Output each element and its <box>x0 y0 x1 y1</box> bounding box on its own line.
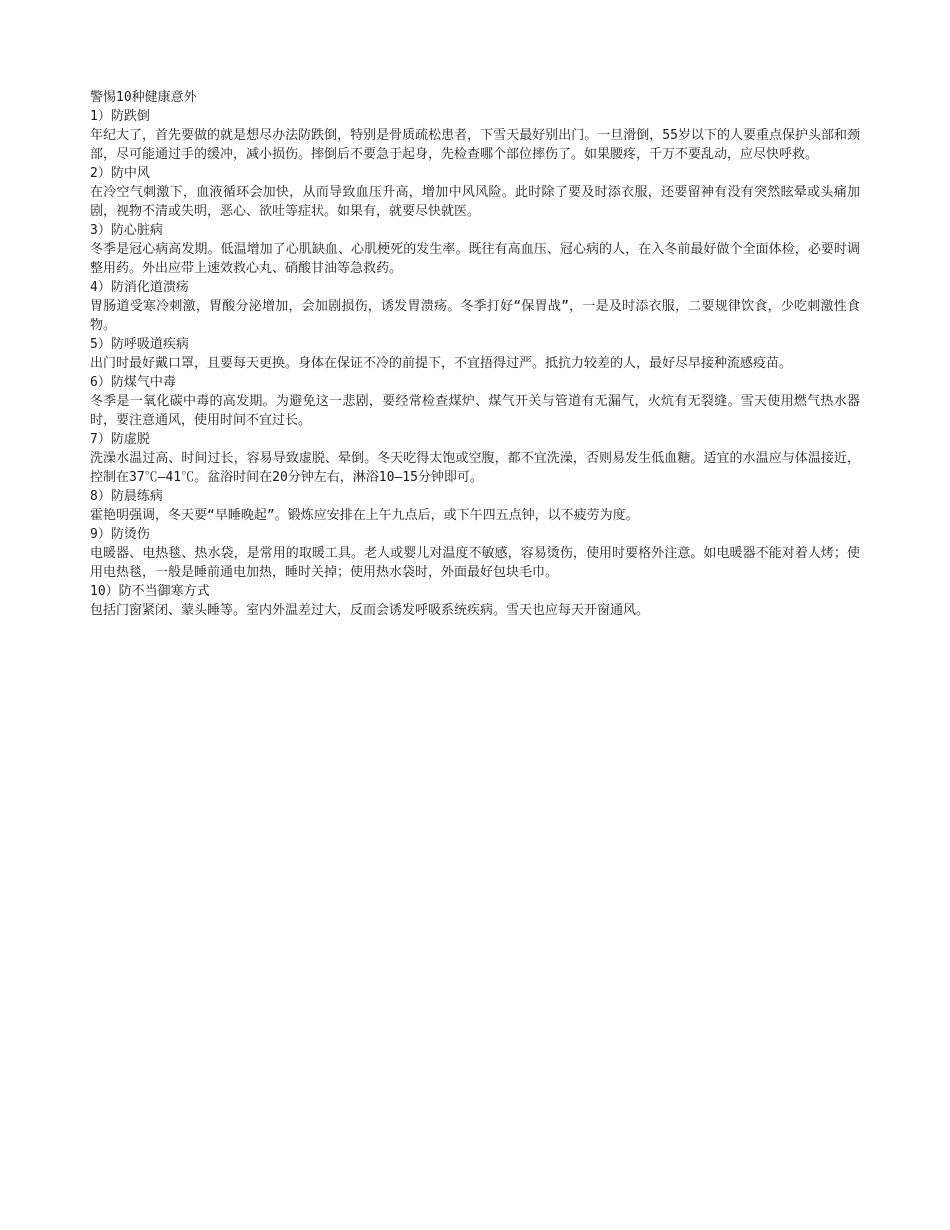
section-7 <box>90 430 860 487</box>
section-body: 洗澡水温过高、时间过长，容易导致虚脱、晕倒。冬天吃得太饱或空腹，都不宜洗澡，否则易发生低血糖。适宜的水温应与体温接近，控制在37℃—41℃。盆浴时间在20分钟左右，淋浴10—15分钟即可。 <box>90 451 860 485</box>
section-8 <box>90 487 860 525</box>
section-heading: 4）防消化道溃疡 <box>90 280 189 295</box>
section-heading: 7）防虚脱 <box>90 432 150 447</box>
document-body <box>90 88 860 620</box>
section-heading: 3）防心脏病 <box>90 223 163 238</box>
section-heading: 5）防呼吸道疾病 <box>90 337 189 352</box>
section-body: 冬季是冠心病高发期。低温增加了心肌缺血、心肌梗死的发生率。既往有高血压、冠心病的人，在入冬前最好做个全面体检，必要时调整用药。外出应带上速效救心丸、硝酸甘油等急救药。 <box>90 242 860 276</box>
section-4 <box>90 278 860 335</box>
section-body: 出门时最好戴口罩，且要每天更换。身体在保证不冷的前提下，不宜捂得过严。抵抗力较差的人，最好尽早接种流感疫苗。 <box>90 356 793 371</box>
section-body: 年纪大了，首先要做的就是想尽办法防跌倒，特别是骨质疏松患者，下雪天最好别出门。一旦滑倒，55岁以下的人要重点保护头部和颈部，尽可能通过手的缓冲，减小损伤。摔倒后不要急于起身，先检查哪个部位摔伤了。如果腰疼，千万不要乱动，应尽快呼救。 <box>90 128 860 162</box>
section-body: 胃肠道受寒冷刺激，胃酸分泌增加，会加剧损伤，诱发胃溃疡。冬季打好“保胃战”，一是及时添衣服，二要规律饮食，少吃刺激性食物。 <box>90 299 860 333</box>
section-heading: 10）防不当御寒方式 <box>90 584 210 599</box>
section-9 <box>90 525 860 582</box>
section-5 <box>90 335 860 373</box>
section-body: 在冷空气刺激下，血液循环会加快，从而导致血压升高，增加中风风险。此时除了要及时添衣服，还要留神有没有突然眩晕或头痛加剧，视物不清或失明，恶心、欲吐等症状。如果有，就要尽快就医。 <box>90 185 860 219</box>
section-body: 冬季是一氧化碳中毒的高发期。为避免这一悲剧，要经常检查煤炉、煤气开关与管道有无漏气，火炕有无裂缝。雪天使用燃气热水器时，要注意通风，使用时间不宜过长。 <box>90 394 860 428</box>
section-10 <box>90 582 860 620</box>
section-3 <box>90 221 860 278</box>
section-6 <box>90 373 860 430</box>
section-body: 霍艳明强调，冬天要“早睡晚起”。锻炼应安排在上午九点后，或下午四五点钟，以不疲劳为度。 <box>90 508 639 523</box>
section-heading: 9）防烫伤 <box>90 527 150 542</box>
section-body: 电暖器、电热毯、热水袋，是常用的取暖工具。老人或婴儿对温度不敏感，容易烫伤，使用时要格外注意。如电暖器不能对着人烤；使用电热毯，一般是睡前通电加热，睡时关掉；使用热水袋时，外面最好包块毛巾。 <box>90 546 860 580</box>
section-heading: 8）防晨练病 <box>90 489 163 504</box>
section-body: 包括门窗紧闭、蒙头睡等。室内外温差过大，反而会诱发呼吸系统疾病。雪天也应每天开窗通风。 <box>90 603 650 618</box>
section-2 <box>90 164 860 221</box>
section-heading: 1）防跌倒 <box>90 109 150 124</box>
section-heading: 6）防煤气中毒 <box>90 375 176 390</box>
page-title: 警惕10种健康意外 <box>90 90 197 105</box>
section-heading: 2）防中风 <box>90 166 150 181</box>
section-1 <box>90 107 860 164</box>
